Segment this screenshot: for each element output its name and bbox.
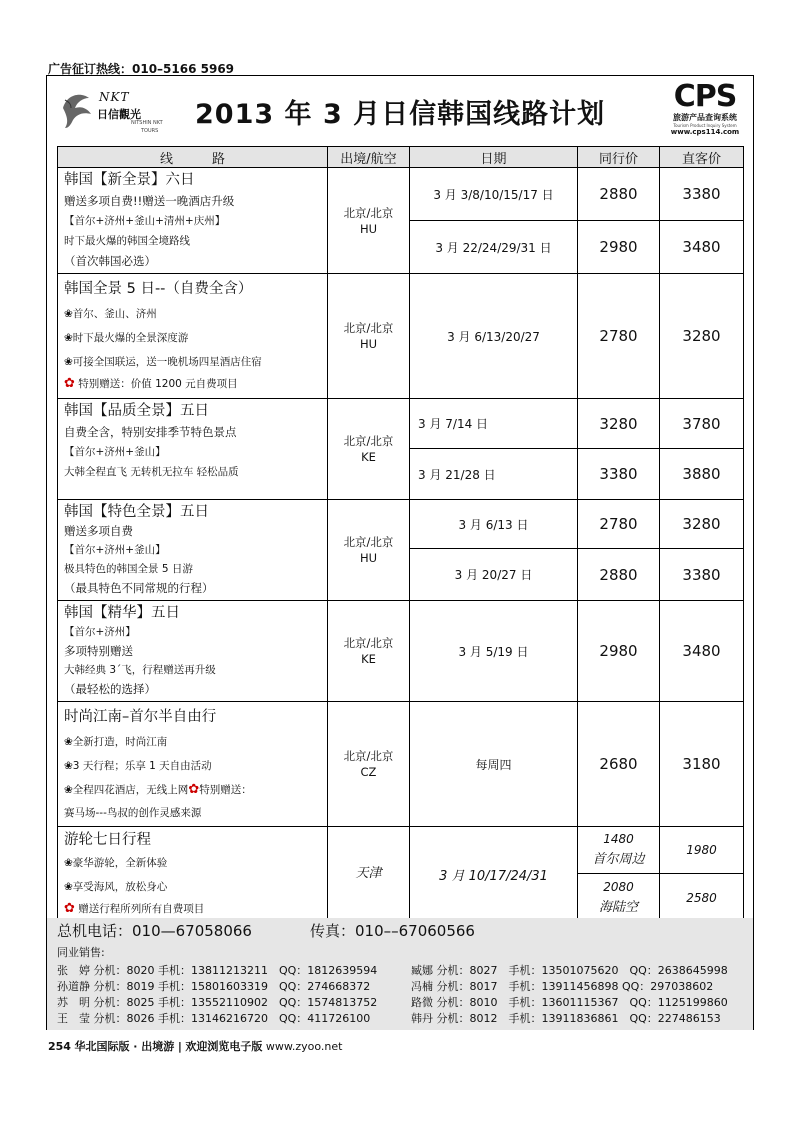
flower-icon: ✿ [64,376,75,391]
header [47,76,753,144]
table-header-row [58,147,744,168]
cps-logo-line1: 旅游产品查询系统 [673,113,737,122]
route-desc [58,399,328,500]
route-date: 3 月 6/13 日 [410,500,578,549]
route-line: ❀时下最火爆的全景深度游 [64,332,189,344]
peer-price: 2680 [578,702,660,827]
route-line: ❀可接全国联运，送一晚机场四星酒店住宿 [64,356,262,368]
publication: 华北国际版 · 出境游 [74,1040,175,1053]
nkt-logo [57,84,167,136]
route-date: 3 月 10/17/24/31 [410,827,578,922]
main-phone-line [57,920,475,941]
sales-contact: 苏 明 分机：8025 手机：13552110902 QQ：1574813752 [57,996,378,1009]
peer-price: 3280 [578,399,660,449]
nkt-logo-sub: NITSHIN NKT [131,120,163,126]
route-desc [58,500,328,601]
col-date: 日期 [410,147,578,168]
route-flight [328,500,410,601]
route-line: ❀3 天行程；乐享 1 天自由活动 [64,760,212,772]
sales-contact: 张 婷 分机：8020 手机：13811213211 QQ：1812639594 [57,964,378,977]
route-date: 3 月 7/14 日 [410,399,578,449]
peer-price-note: 海陆空 [598,899,638,915]
route-line: 【首尔+济州+釜山】 [64,446,166,458]
page-number: 254 [48,1040,71,1053]
route-flight [328,702,410,827]
route-flight [328,399,410,500]
slogan: 欢迎浏览电子版 [185,1040,263,1053]
direct-price: 3780 [660,399,744,449]
peer-price-value: 2080 [603,879,634,894]
route-line: 赠送多项自费 [64,524,133,538]
nkt-logo-text: NKT [99,90,130,104]
route-flight [328,168,410,274]
table-row [58,702,744,827]
flight-city: 北京/北京 [343,636,394,650]
bird-logo-icon [59,88,95,128]
route-name: 游轮七日行程 [64,832,151,848]
route-line: 赠送多项自费!!赠送一晚酒店升级 [64,194,235,208]
sales-contact: 冯楠 分机：8017 手机：13911456898 QQ：297038602 [411,980,714,993]
site-url[interactable]: www.zyoo.net [265,1040,343,1053]
flight-airline: HU [359,337,378,351]
route-line: 多项特别赠送 [64,644,133,658]
sales-contact: 韩丹 分机：8012 手机：13911836861 QQ：227486153 [411,1012,721,1025]
flight-airline: KE [361,652,376,666]
direct-price: 3380 [660,549,744,601]
route-line: 【首尔+济州+釜山】 [64,544,166,556]
flight-airline: CZ [360,765,377,779]
contact-footer [47,918,753,1030]
route-line: （最轻松的选择） [64,682,156,696]
table-row [58,500,744,549]
flight-city: 北京/北京 [343,321,394,335]
flight-city: 北京/北京 [343,749,394,763]
route-line: 【首尔+济州】 [64,626,136,638]
route-line: 时下最火爆的韩国全境路线 [64,235,190,247]
routes-table [57,146,744,922]
route-line: 自费全含，特别安排季节特色景点 [64,425,237,439]
route-name: 韩国【精华】五日 [64,605,180,621]
direct-price: 1980 [660,827,744,874]
route-name: 时尚江南–首尔半自由行 [64,709,217,725]
route-desc [58,702,328,827]
page-frame [46,75,754,1030]
direct-price: 3480 [660,601,744,702]
main-phone: 总机电话：010—67058066 [57,922,252,940]
page-footer [48,1038,342,1054]
nkt-logo-tours: TOURS [141,128,159,134]
route-desc [58,274,328,399]
peer-price-note: 首尔周边 [592,852,645,867]
table-row [58,601,744,702]
direct-price: 3280 [660,274,744,399]
cps-logo [659,79,751,136]
route-name: 韩国【新全景】六日 [64,172,195,188]
direct-price: 3480 [660,221,744,274]
page-title: 2013 年 3 月日信韩国线路计划 [195,99,606,130]
direct-price: 3280 [660,500,744,549]
cps-logo-text: CPS [673,79,737,114]
route-line: 大韩全程直飞 无转机无拉车 轻松品质 [64,466,239,478]
route-date: 3 月 5/19 日 [410,601,578,702]
route-desc [58,601,328,702]
route-date: 每周四 [410,702,578,827]
flower-icon: ✿ [64,901,75,916]
route-line: ❀享受海风，放松身心 [64,881,168,893]
table-row [58,274,744,399]
flight-city: 北京/北京 [343,535,394,549]
direct-price: 3380 [660,168,744,221]
separator: | [177,1040,182,1053]
route-line: 特别赠送：价值 1200 元自费项目 [78,378,238,390]
route-line: 【首尔+济州+釜山+清州+庆州】 [64,215,226,227]
flight-airline: HU [359,551,378,565]
peer-price: 2780 [578,500,660,549]
route-date: 3 月 22/24/29/31 日 [410,221,578,274]
route-name: 韩国【特色全景】五日 [64,504,209,520]
route-line: ❀全新打造，时尚江南 [64,736,168,748]
peer-price: 2880 [578,168,660,221]
route-line: （最具特色不同常规的行程） [64,581,214,595]
peer-price: 3380 [578,449,660,500]
table-row [58,399,744,449]
peer-price [578,827,660,874]
peer-price: 2880 [578,549,660,601]
peer-price: 2980 [578,601,660,702]
cps-logo-url: www.cps114.com [670,128,740,136]
direct-price: 3880 [660,449,744,500]
direct-price: 2580 [660,874,744,922]
route-date: 3 月 6/13/20/27 [410,274,578,399]
table-row [58,168,744,221]
peer-price [578,874,660,922]
route-flight [328,827,410,922]
route-line: 特别赠送： [199,784,252,796]
route-line: 大韩经典 3´飞，行程赠送再升级 [64,664,216,676]
route-flight [328,601,410,702]
peer-price-value: 1480 [603,832,634,846]
nkt-logo-cn: 日信觀光 [97,108,141,121]
peer-price: 2980 [578,221,660,274]
route-date: 3 月 3/8/10/15/17 日 [410,168,578,221]
col-flight: 出境/航空 [328,147,410,168]
route-line: ❀豪华游轮，全新体验 [64,857,168,869]
route-name: 韩国全景 5 日--（自费全含） [64,281,253,297]
sales-contact: 王 莹 分机：8026 手机：13146216720 QQ：411726100 [57,1012,371,1025]
col-direct-price: 直客价 [660,147,744,168]
ad-hotline: 广告征订热线：010–5166 5969 [48,62,235,76]
flower-icon: ✿ [188,782,200,797]
sales-contact: 臧娜 分机：8027 手机：13501075620 QQ：2638645998 [411,964,728,977]
fax: 传真：010––67060566 [310,922,475,940]
route-date: 3 月 20/27 日 [410,549,578,601]
direct-price: 3180 [660,702,744,827]
flight-airline: HU [359,221,378,236]
route-desc [58,168,328,274]
route-line: （首次韩国必选） [64,254,156,268]
col-route: 线 路 [58,147,328,168]
sales-contact: 路微 分机：8010 手机：13601115367 QQ：1125199860 [411,996,728,1009]
route-date: 3 月 21/28 日 [410,449,578,500]
route-line: ❀全程四花酒店，无线上网 [64,784,189,796]
peer-price: 2780 [578,274,660,399]
route-line: 极具特色的韩国全景 5 日游 [64,563,193,575]
route-name: 韩国【品质全景】五日 [64,403,209,419]
route-line: 赛马场---鸟叔的创作灵感来源 [64,807,202,819]
sales-contact: 孙道静 分机：8019 手机：15801603319 QQ：274668372 [57,980,371,993]
flight-city: 北京/北京 [343,434,394,448]
route-desc [58,827,328,922]
flight-airline: KE [361,450,376,464]
sales-label: 同业销售: [57,946,105,959]
flight-city: 天津 [355,866,382,881]
route-flight [328,274,410,399]
cps-logo-line2: Tourism Product Inquiry System [673,123,737,128]
table-row [58,827,744,874]
route-line: ❀首尔、釜山、济州 [64,308,157,320]
route-line: 赠送行程所列所有自费项目 [78,903,205,915]
flight-city: 北京/北京 [343,205,394,220]
col-peer-price: 同行价 [578,147,660,168]
